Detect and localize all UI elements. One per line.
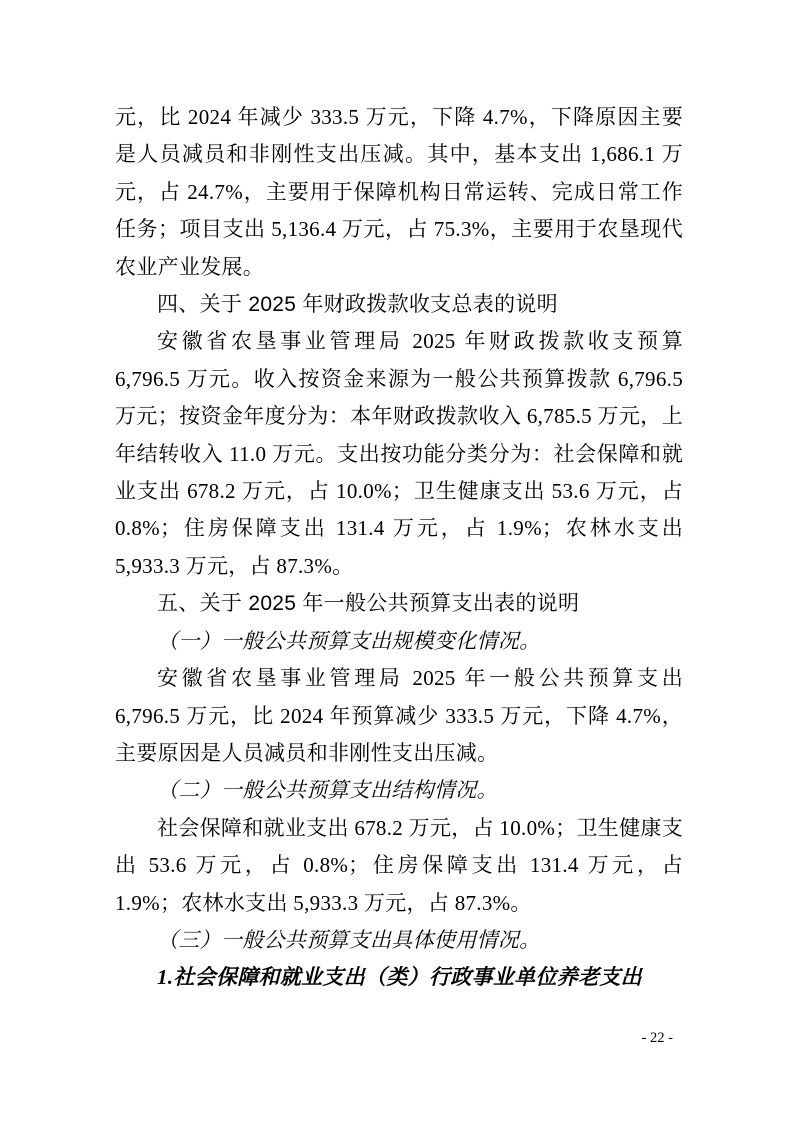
paragraph-structure-detail: 社会保障和就业支出 678.2 万元，占 10.0%；卫生健康支出 53.6 万元，占 0.8%；住房保障支出 131.4 万元，占 1.9%；农林水支出 5,933.3 万元，占 87.3%。 <box>115 815 683 915</box>
subsection-heading-1-scale-change: （一）一般公共预算支出规模变化情况。 <box>157 628 541 653</box>
page-content <box>115 99 683 997</box>
paragraph-item-1-social-security-pension: 1.社会保障和就业支出（类）行政事业单位养老支出 <box>157 965 642 990</box>
paragraph-fiscal-appropriation-detail: 安徽省农垦事业管理局 2025 年财政拨款收支预算 6,796.5 万元。收入按资金来源为一般公共预算拨款 6,796.5 万元；按资金年度分为：本年财政拨款收入 6,785.5 万元，上年结转收入 11.0 万元。支出按功能分类分为：社会保障和就业支出 678.2 万元，占 10.0%；卫生健康支出 53.6 万元，占 0.8%；住房保障支出 131.4 万元，占 1.9%；农林水支出 5,933.3 万元，占 87.3%。 <box>115 329 683 578</box>
paragraph-budget-decrease-continuation: 元，比 2024 年减少 333.5 万元，下降 4.7%，下降原因主要是人员减员和非刚性支出压减。其中，基本支出 1,686.1 万元，占 24.7%，主要用于保障机构日常运转、完成日常工作任务；项目支出 5,136.4 万元，占 75.3%，主要用于农垦现代农业产业发展。 <box>115 105 683 279</box>
section-heading-5-general-budget-expenditure: 五、关于 2025 年一般公共预算支出表的说明 <box>157 592 580 616</box>
paragraph-scale-change-detail: 安徽省农垦事业管理局 2025 年一般公共预算支出 6,796.5 万元，比 2024 年预算减少 333.5 万元，下降 4.7%，主要原因是人员减员和非刚性支出压减。 <box>115 666 683 765</box>
subsection-heading-2-structure: （二）一般公共预算支出结构情况。 <box>157 778 498 803</box>
section-heading-4-fiscal-appropriation-summary: 四、关于 2025 年财政拨款收支总表的说明 <box>157 293 558 317</box>
page-number: - 22 - <box>641 1030 673 1046</box>
subsection-heading-3-specific-usage: （三）一般公共预算支出具体使用情况。 <box>157 927 541 952</box>
